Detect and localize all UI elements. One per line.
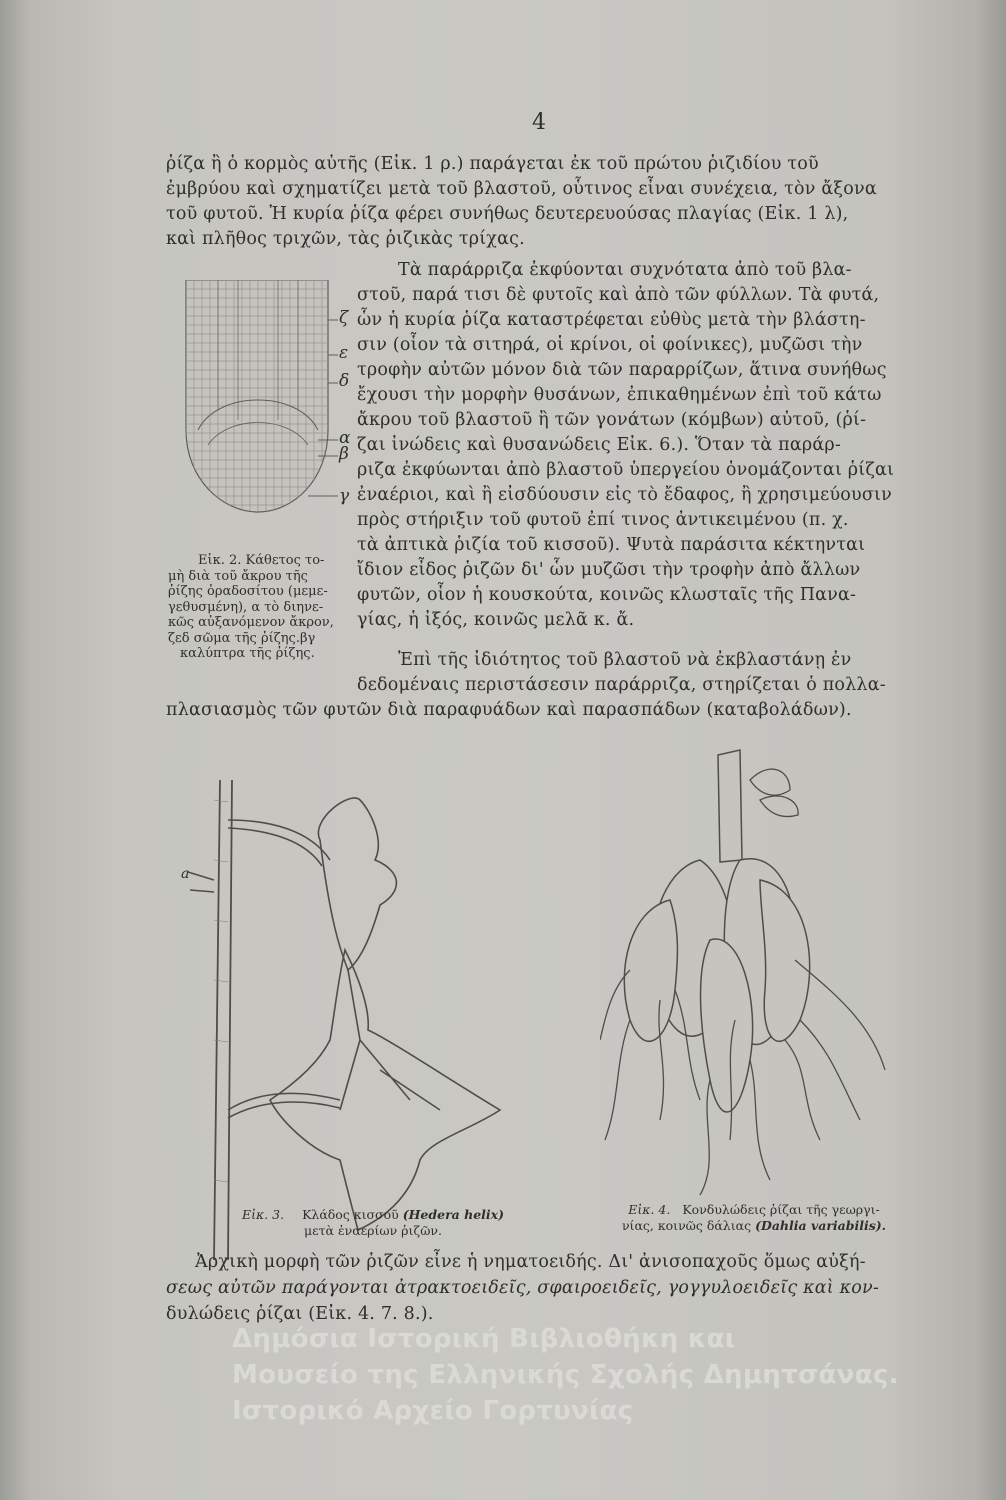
caption-line: μετὰ ἐναερίων ῥιζῶν.: [304, 1222, 442, 1238]
caption-line: ζεδ σῶμα τῆς ῥίζης.βγ: [168, 630, 316, 646]
text-line: σιν (οἷον τὰ σιτηρά, οἱ κρίνοι, οἱ φοίνικες), μυζῶσι τὴν: [357, 335, 863, 355]
caption-line: μὴ διὰ τοῦ ἄκρου τῆς: [168, 568, 308, 584]
text-line: Ἐπὶ τῆς ἰδιότητος τοῦ βλαστοῦ νὰ ἐκβλαστάνῃ ἐν: [398, 650, 852, 670]
caption-text: νίας, κοινῶς δάλιας: [621, 1217, 752, 1233]
text-line: τοῦ φυτοῦ. Ἡ κυρία ῥίζα φέρει συνήθως δευτερευούσας πλαγίας (Εἰκ. 1 λ),: [166, 204, 849, 224]
text-line: τὰ ἀπτικὰ ῥιζία τοῦ κισσοῦ). Ψυτὰ παράσιτα κέκτηνται: [357, 535, 866, 555]
caption-line: ῥίζης ὀραδοσίτου (μεμε-: [168, 584, 328, 599]
watermark-line: Δημόσια Ιστορική Βιβλιοθήκη και: [232, 1324, 736, 1354]
text-line: ἴδιον εἶδος ῥιζῶν δι' ὧν μυζῶσι τὴν τροφὴν ἀπὸ ἄλλων: [357, 560, 861, 580]
page-number: 4: [532, 110, 546, 135]
caption-lead: Εἰκ. 3.: [241, 1207, 285, 1222]
text-line: δυλώδεις ῥίζαι (Εἰκ. 4. 7. 8.).: [166, 1304, 434, 1324]
text-line: ὧν ἡ κυρία ῥίζα καταστρέφεται εὐθὺς μετὰ τὴν βλάστη-: [357, 310, 866, 330]
text-line: πρὸς στήριξιν τοῦ φυτοῦ ἐπί τινος ἀντικειμένου (π. χ.: [357, 510, 849, 530]
text-line: ριζα ἐκφύωνται ἀπὸ βλαστοῦ ὑπεργείου ὀνομάζονται ῥίζαι: [357, 460, 895, 480]
root-tip-figure: [178, 280, 358, 520]
figure-label: β: [339, 444, 349, 464]
text-line: ἄκρου τοῦ βλαστοῦ ἢ τῶν γονάτων (κόμβων) αὐτοῦ, (ῥί-: [357, 410, 867, 430]
text-line: γίας, ἡ ἰξός, κοινῶς μελᾶ κ. ἄ.: [357, 610, 635, 630]
text-line: τροφὴν αὐτῶν μόνον διὰ τῶν παραρρίζων, ἅτινα συνήθως: [357, 360, 887, 380]
watermark-line: Μουσείο της Ελληνικής Σχολής Δημητσάνας.: [232, 1360, 899, 1390]
figure-label: ζ: [339, 308, 349, 328]
watermark-line: Ιστορικό Αρχείο Γορτυνίας: [232, 1396, 634, 1426]
text-line: Τὰ παράρριζα ἐκφύονται συχνότατα ἀπὸ τοῦ βλα-: [398, 260, 852, 280]
text-line: ῥίζα ἢ ὁ κορμὸς αὐτῆς (Εἰκ. 1 ρ.) παράγεται ἐκ τοῦ πρώτου ῥιζιδίου τοῦ: [166, 154, 819, 174]
figure-caption: [584, 1202, 924, 1233]
caption-line: Εἰκ. 2. Κάθετος το-: [198, 553, 325, 568]
caption-text: Κλάδος κισσοῦ: [302, 1207, 399, 1222]
text-line: δεδομέναις περιστάσεσιν παράρριζα, στηρίζεται ὁ πολλα-: [357, 675, 886, 695]
dahlia-tubers-figure: [600, 740, 900, 1200]
caption-latin: (Dahlia variabilis).: [755, 1217, 887, 1233]
figure-label: α: [339, 428, 351, 448]
text-line: καὶ πλῆθος τριχῶν, τὰς ῥιζικὰς τρίχας.: [166, 229, 525, 249]
caption-text: Κονδυλώδεις ῥίζαι τῆς γεωργι-: [682, 1202, 880, 1217]
text-line: ἔχουσι τὴν μορφὴν θυσάνων, ἐπικαθημένων ἐπὶ τοῦ κάτω: [357, 385, 882, 405]
caption-line: κῶς αὐξανόμενον ἄκρον,: [168, 615, 334, 630]
text-line: ζαι ἰνώδεις καὶ θυσανώδεις Εἰκ. 6.). Ὅταν τὰ παράρ-: [357, 435, 841, 455]
figure-label: δ: [339, 371, 350, 391]
text-line: ἐναέριοι, καὶ ἢ εἰσδύουσιν εἰς τὸ ἔδαφος, ἢ χρησιμεύουσιν: [357, 485, 892, 505]
figure-caption: [208, 1207, 538, 1238]
caption-lead: Εἰκ. 4.: [628, 1202, 671, 1217]
text-line: φυτῶν, οἷον ἡ κουσκούτα, κοινῶς κλωσταῖς τῆς Πανα-: [357, 585, 857, 605]
text-line: πλασιασμὸς τῶν φυτῶν διὰ παραφυάδων καὶ παρασπάδων (καταβολάδων).: [166, 700, 852, 720]
ivy-branch-figure: [170, 780, 520, 1500]
figure-label: γ: [339, 486, 350, 506]
text-line: σεως αὐτῶν παράγονται ἀτρακτοειδεῖς, σφαιροειδεῖς, γογγυλοειδεῖς καὶ κον-: [166, 1278, 879, 1298]
figure-label: ε: [339, 343, 349, 363]
text-line: στοῦ, παρά τισι δὲ φυτοῖς καὶ ἀπὸ τῶν φύλλων. Τὰ φυτά,: [357, 285, 880, 305]
text-line: Ἀρχικὴ μορφὴ τῶν ῥιζῶν εἶνε ἡ νηματοειδής. Δι' ἀνισοπαχοῦς ὅμως αὐξή-: [195, 1252, 866, 1272]
figure-caption: [168, 553, 358, 662]
caption-latin: (Hedera helix): [402, 1207, 505, 1222]
text-line: ἐμβρύου καὶ σχηματίζει μετὰ τοῦ βλαστοῦ, οὗτινος εἶναι συνέχεια, τὸν ἄξονα: [166, 179, 877, 199]
caption-line: καλύπτρα τῆς ῥίζης.: [180, 646, 315, 661]
figure-label: a: [181, 866, 190, 882]
caption-line: γεθυσμένη), α τὸ διηνε-: [168, 599, 324, 615]
